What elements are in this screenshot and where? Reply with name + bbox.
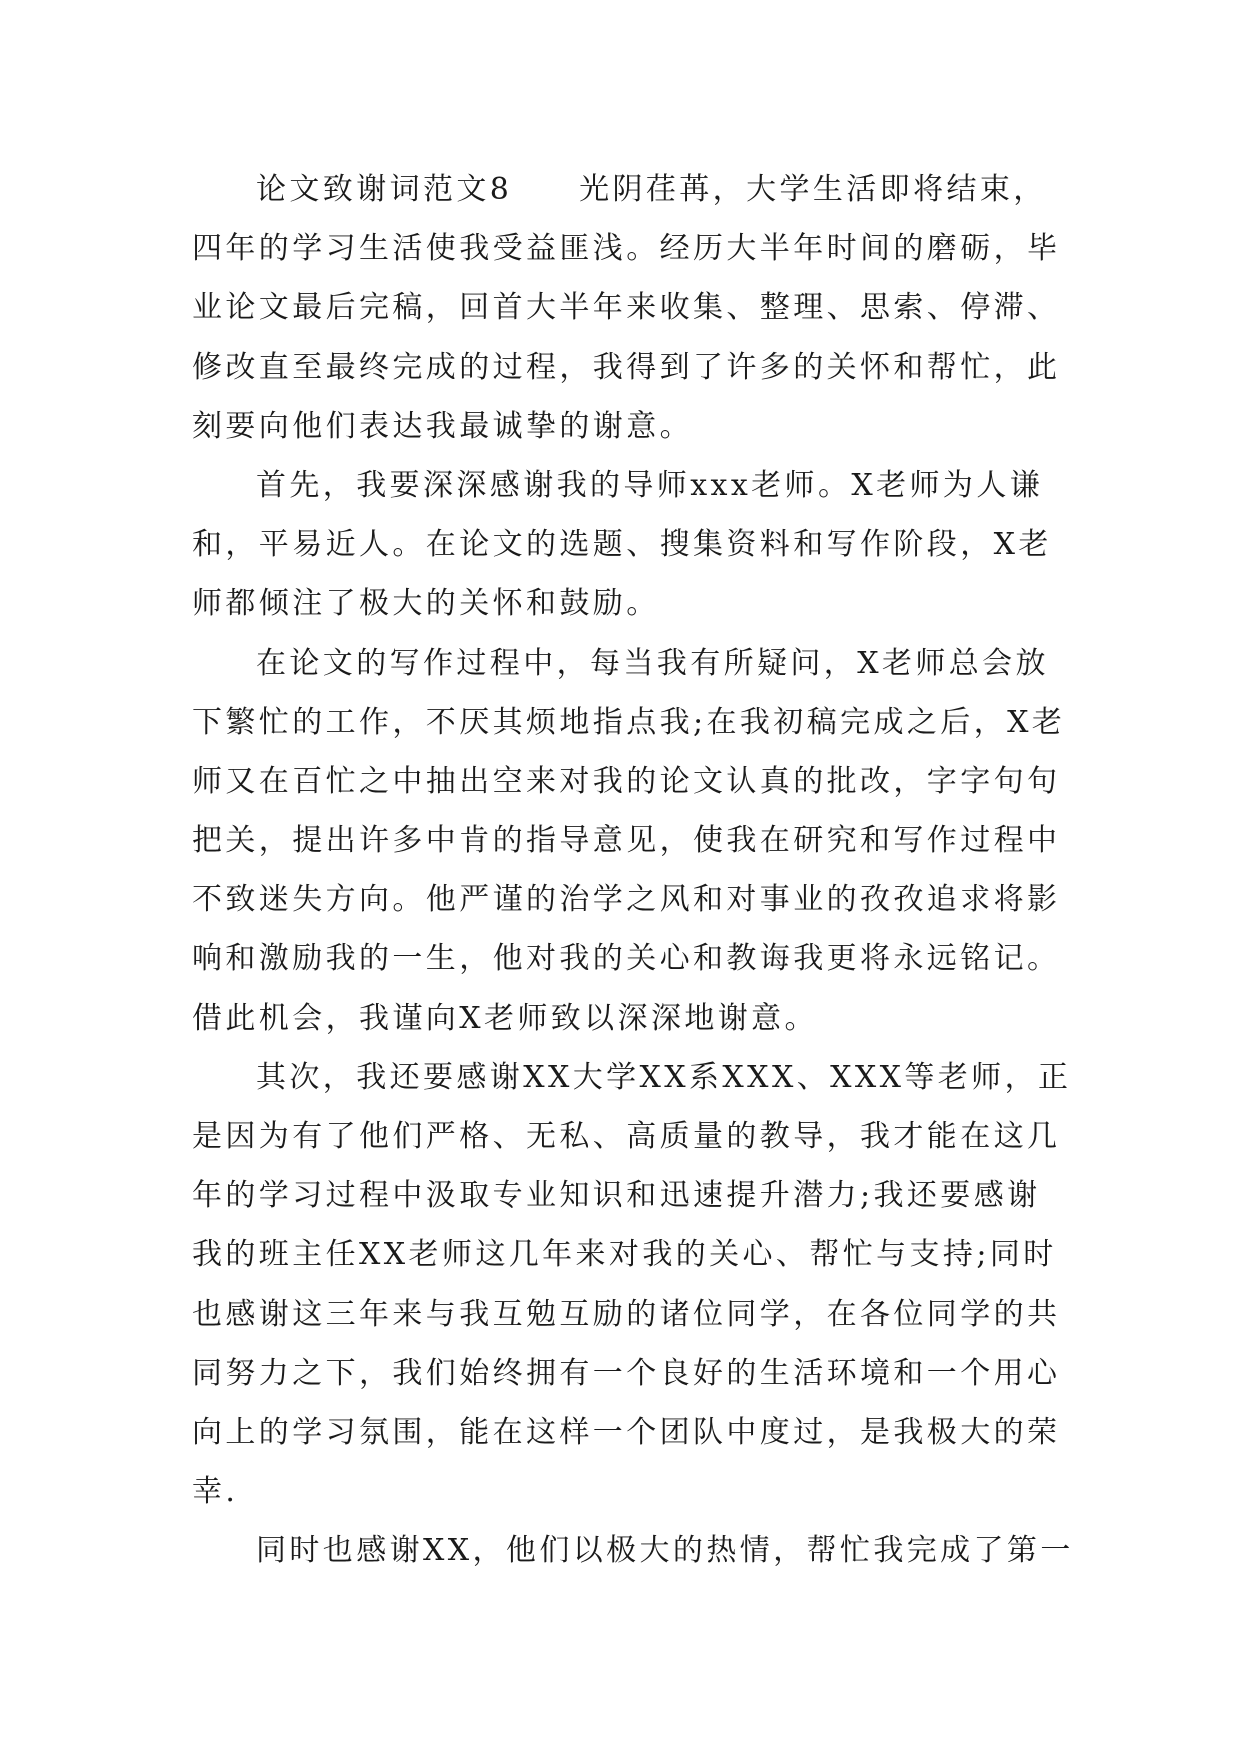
text-line: 师都倾注了极大的关怀和鼓励。 bbox=[192, 586, 660, 622]
text-line: 响和激励我的一生，他对我的关心和教诲我更将永远铭记。 bbox=[192, 941, 1061, 977]
text-line: 幸. bbox=[192, 1474, 239, 1510]
text-line: 四年的学习生活使我受益匪浅。经历大半年时间的磨砺，毕 bbox=[192, 231, 1061, 267]
text-line: 刻要向他们表达我最诚挚的谢意。 bbox=[192, 408, 693, 444]
text-line: 和，平易近人。在论文的选题、搜集资料和写作阶段，X老 bbox=[192, 527, 1052, 563]
text-line: 向上的学习氛围，能在这样一个团队中度过，是我极大的荣 bbox=[192, 1414, 1061, 1450]
text-line: 不致迷失方向。他严谨的治学之风和对事业的孜孜追求将影 bbox=[192, 882, 1061, 918]
text-line: 下繁忙的工作，不厌其烦地指点我;在我初稿完成之后，X老 bbox=[192, 704, 1066, 740]
text-line: 在论文的写作过程中，每当我有所疑问，X老师总会放 bbox=[256, 645, 1049, 681]
text-line: 修改直至最终完成的过程，我得到了许多的关怀和帮忙，此 bbox=[192, 349, 1061, 385]
text-line: 同时也感谢XX，他们以极大的热情，帮忙我完成了第一 bbox=[256, 1533, 1074, 1569]
text-line: 师又在百忙之中抽出空来对我的论文认真的批改，字字句句 bbox=[192, 763, 1061, 799]
text-line: 其次，我还要感谢XX大学XX系XXX、XXX等老师，正 bbox=[256, 1059, 1072, 1095]
text-line: 借此机会，我谨向X老师致以深深地谢意。 bbox=[192, 1000, 818, 1036]
text-line: 也感谢这三年来与我互勉互励的诸位同学，在各位同学的共 bbox=[192, 1296, 1061, 1332]
body-text bbox=[192, 160, 1072, 1581]
text-line: 我的班主任XX老师这几年来对我的关心、帮忙与支持;同时 bbox=[192, 1237, 1057, 1273]
text-line: 把关，提出许多中肯的指导意见，使我在研究和写作过程中 bbox=[192, 823, 1061, 859]
text-line: 论文致谢词范文8 光阴荏苒，大学生活即将结束， bbox=[256, 172, 1047, 207]
text-line: 同努力之下，我们始终拥有一个良好的生活环境和一个用心 bbox=[192, 1355, 1061, 1391]
text-line: 是因为有了他们严格、无私、高质量的教导，我才能在这几 bbox=[192, 1119, 1061, 1154]
text-line: 首先，我要深深感谢我的导师xxx老师。X老师为人谦 bbox=[256, 467, 1044, 503]
text-line: 年的学习过程中汲取专业知识和迅速提升潜力;我还要感谢 bbox=[192, 1178, 1041, 1214]
text-line: 业论文最后完稿，回首大半年来收集、整理、思索、停滞、 bbox=[192, 290, 1061, 326]
